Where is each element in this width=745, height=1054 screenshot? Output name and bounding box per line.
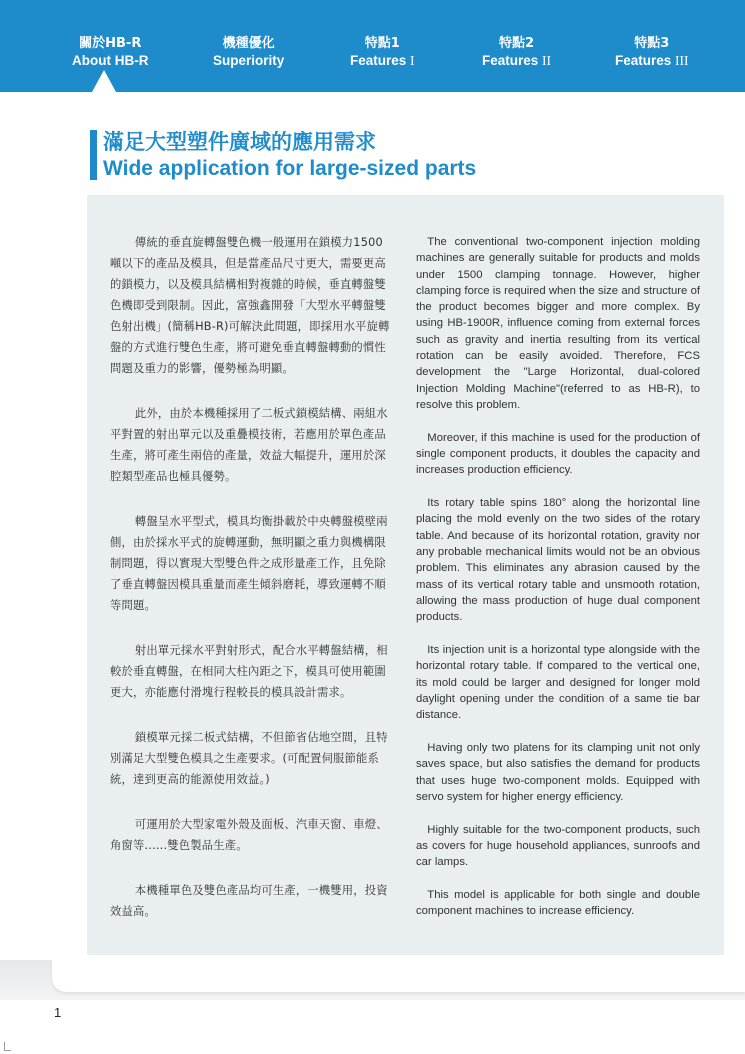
page-title-zh: 滿足大型塑件廣域的應用需求: [103, 130, 376, 154]
nav-item-label-en: About HB-R: [72, 53, 149, 68]
sheet-bottom-edge: [52, 960, 745, 992]
nav-item-label-zh: 特點3: [634, 36, 670, 51]
paragraph-en: Its injection unit is a horizontal type alongside with the horizontal rotary table. If compared to the vertical one, its mold could be larger and designed for longer mold daylight opening under the condition of a same tie bar distance.: [416, 644, 700, 722]
nav-item-label-en: [350, 52, 415, 69]
nav-item-features-2[interactable]: [482, 36, 551, 69]
page-title-en: Wide application for large-sized parts: [103, 157, 477, 180]
paragraph-en: This model is applicable for both single and double component machines to increase efficiency.: [416, 889, 700, 918]
paragraph-en: Highly suitable for the two-component products, such as covers for huge household appliances, sunroofs and car lamps.: [416, 823, 700, 869]
paragraph-zh: 傳統的垂直旋轉盤雙色機一般運用在鎖模力1500噸以下的產品及模具，但是當產品尺寸更大，需要更高的鎖模力，以及模具結構相對複雜的時候，垂直轉盤雙色機即受到限制。因此，富強鑫開發「大型水平轉盤雙色射出機」(簡稱HB-R)可解決此問題，即採用水平旋轉盤的方式進行雙色生產，將可避免垂直轉盤轉動的慣性問題及重力的影響，優勢極為明顯。: [110, 236, 390, 375]
nav-item-label-en-text: Features: [482, 53, 539, 68]
paragraph-zh: 鎖模單元採二板式結構，不但節省佔地空間，且特別滿足大型雙色模具之生產要求。(可配置伺服節能系統，達到更高的能源使用效益。): [110, 731, 388, 786]
nav-item-superiority[interactable]: [213, 36, 284, 69]
nav-item-numeral: II: [542, 53, 552, 68]
nav-item-label-zh: 特點2: [499, 36, 535, 51]
paragraph-en: The conventional two-component injection molding machines are generally suitable for products and molds under 1500 clamping tonnage. However, higher clamping force is required when the size and structure of the product becomes bigger and more complex. By using HB-1900R, influence coming from external forces such as gravity and inertia resulting from its vertical rotation can be easily avoided. Therefore, FCS development the "Large Horizontal, dual-colored Injection Molding Machine"(referred to as HB-R), to resolve this problem.: [416, 236, 700, 411]
nav-item-label-en: Superiority: [213, 53, 285, 68]
nav-item-numeral: I: [410, 53, 415, 68]
paragraph-en: Its rotary table spins 180° along the horizontal line placing the mold evenly on the two sides of the rotary table. And because of its horizontal rotation, gravity nor any probable mechanical limits would not be an obvious problem. This eliminates any abrasion caused by the mass of its vertical rotary table and unsmooth rotation, allowing the mass production of huge dual component products.: [416, 497, 700, 624]
paragraph-zh: 射出單元採水平對射形式，配合水平轉盤結構，相較於垂直轉盤，在相同大柱內距之下，模具可使用範圍更大，亦能應付滑塊行程較長的模具設計需求。: [110, 644, 388, 699]
paragraph-zh: 此外，由於本機種採用了二板式鎖模結構、兩組水平對置的射出單元以及重疊模技術，若應用於單色產品生產，將可產生兩倍的產量，效益大幅提升，運用於深腔類型產品也極具優勢。: [110, 407, 388, 483]
top-navigation: [0, 0, 745, 92]
nav-item-label-en: [482, 52, 551, 69]
paragraph-en: Having only two platens for its clamping unit not only saves space, but also satisfies the demand for products that uses huge two-component molds. Equipped with servo system for higher energy efficiency.: [416, 742, 700, 803]
nav-item-about[interactable]: [72, 36, 148, 69]
paragraph-zh: 轉盤呈水平型式，模具均衡掛載於中央轉盤模壁兩側，由於採水平式的旋轉運動，無明顯之重力與機構限制問題，得以實現大型雙色件之成形量產工作，且免除了垂直轉盤因模具重量而產生傾斜磨耗，導致運轉不順等問題。: [110, 515, 388, 612]
corner-crop-mark: [4, 1042, 11, 1051]
nav-item-numeral: III: [675, 53, 689, 68]
page-number: 1: [54, 1005, 62, 1020]
nav-item-label-zh: 關於HB-R: [79, 36, 142, 51]
title-accent-bar: [90, 130, 97, 180]
paragraph-zh: 本機種單色及雙色產品均可生產，一機雙用，投資效益高。: [110, 884, 388, 918]
nav-item-features-1[interactable]: [350, 36, 415, 69]
english-text-column: [416, 234, 700, 936]
paragraph-en: Moreover, if this machine is used for the production of single component products, it doubles the capacity and increases production efficiency.: [416, 431, 700, 477]
nav-item-label-zh: 機種優化: [222, 36, 275, 51]
nav-item-label-en: [615, 52, 689, 69]
nav-item-features-3[interactable]: [615, 36, 689, 69]
nav-item-label-zh: 特點1: [364, 36, 400, 51]
paragraph-zh: 可運用於大型家電外殼及面板、汽車天窗、車燈、角窗等......雙色製品生產。: [110, 818, 388, 852]
nav-item-label-en-text: Features: [350, 53, 407, 68]
nav-item-label-en-text: Features: [615, 53, 672, 68]
chinese-text-column: [110, 232, 392, 946]
